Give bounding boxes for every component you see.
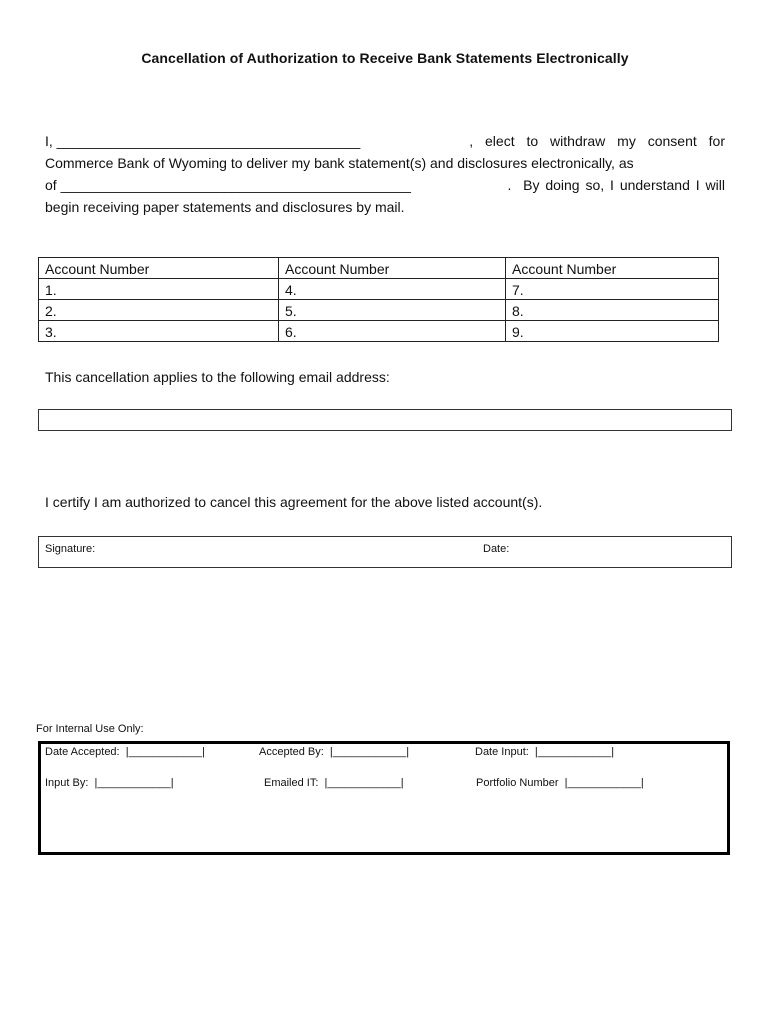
- paragraph-line-4: begin receiving paper statements and disclosures by mail.: [45, 199, 405, 215]
- table-header-row: [39, 258, 719, 279]
- table-row: [39, 321, 719, 342]
- account-cell-6[interactable]: 6.: [279, 321, 506, 342]
- account-cell-1[interactable]: 1.: [39, 279, 279, 300]
- account-cell-7[interactable]: 7.: [506, 279, 719, 300]
- emailed-it-field[interactable]: Emailed IT: |____________|: [264, 777, 404, 789]
- document-title: Cancellation of Authorization to Receive Bank Statements Electronically: [141, 50, 629, 66]
- name-blank[interactable]: _______________________________________: [56, 133, 361, 149]
- portfolio-number-field[interactable]: Portfolio Number |____________|: [476, 777, 644, 789]
- account-cell-3[interactable]: 3.: [39, 321, 279, 342]
- account-cell-9[interactable]: 9.: [506, 321, 719, 342]
- email-address-field[interactable]: [38, 409, 732, 431]
- paragraph-line-1: [45, 130, 725, 152]
- certify-statement: I certify I am authorized to cancel this agreement for the above listed account(s).: [45, 494, 543, 510]
- consent-paragraph: [45, 130, 725, 218]
- account-header-1: Account Number: [39, 258, 279, 279]
- signature-label: Signature:: [45, 543, 96, 555]
- paragraph-line-1-lead: [45, 130, 360, 152]
- account-header-3: Account Number: [506, 258, 719, 279]
- signature-box[interactable]: [38, 536, 732, 568]
- date-label: Date:: [483, 543, 510, 555]
- account-cell-8[interactable]: 8.: [506, 300, 719, 321]
- email-applies-label: This cancellation applies to the following email address:: [45, 369, 390, 385]
- line1-start: I,: [45, 133, 57, 149]
- date-blank[interactable]: _____________________________________________: [60, 177, 411, 193]
- line3-end: . By doing so, I understand I will: [507, 177, 725, 193]
- date-accepted-field[interactable]: Date Accepted: |____________|: [45, 746, 205, 758]
- paragraph-line-3-lead: [45, 174, 411, 196]
- account-cell-2[interactable]: 2.: [39, 300, 279, 321]
- table-row: [39, 279, 719, 300]
- paragraph-line-3: [45, 174, 725, 196]
- account-number-table: [38, 257, 719, 342]
- internal-use-label: For Internal Use Only:: [36, 723, 144, 735]
- line1-end: , elect to withdraw my consent for: [469, 133, 725, 149]
- date-input-field[interactable]: Date Input: |____________|: [475, 746, 615, 758]
- account-cell-5[interactable]: 5.: [279, 300, 506, 321]
- input-by-field[interactable]: Input By: |____________|: [45, 777, 174, 789]
- line3-start: of: [45, 177, 61, 193]
- accepted-by-field[interactable]: Accepted By: |____________|: [259, 746, 410, 758]
- account-cell-4[interactable]: 4.: [279, 279, 506, 300]
- account-header-2: Account Number: [279, 258, 506, 279]
- table-row: [39, 300, 719, 321]
- internal-use-box: [38, 741, 730, 855]
- paragraph-line-2: Commerce Bank of Wyoming to deliver my bank statement(s) and disclosures electronically, as: [45, 155, 634, 171]
